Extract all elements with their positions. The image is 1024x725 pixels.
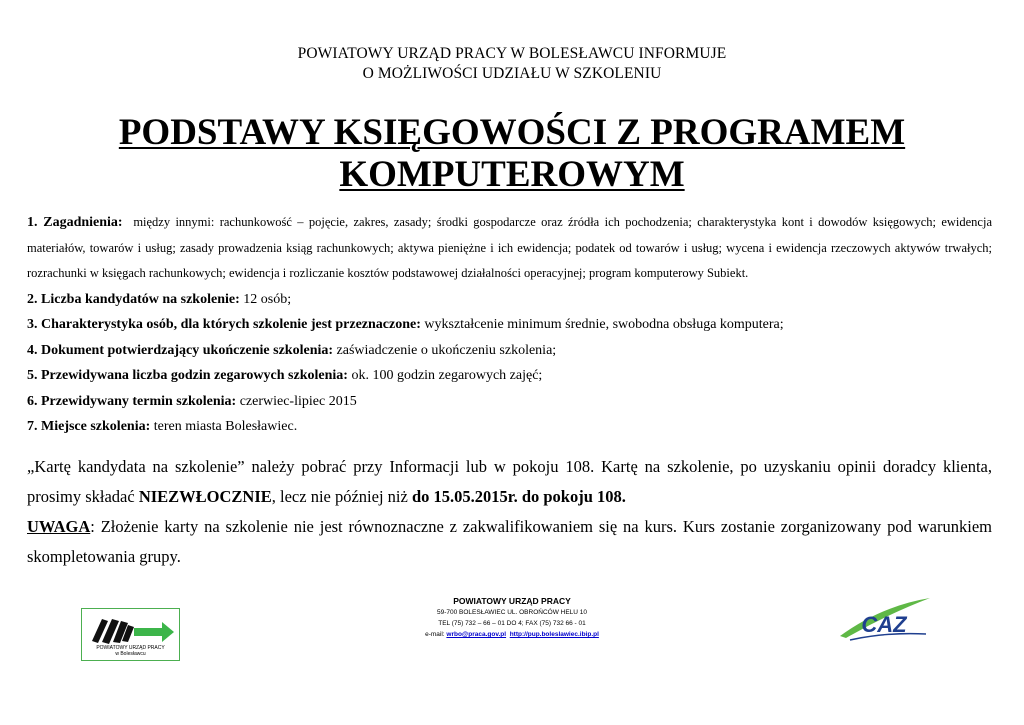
- detail-label: 1. Zagadnienia:: [27, 215, 123, 230]
- detail-label: 3. Charakterystyka osób, dla których szkolenie jest przeznaczone:: [27, 317, 421, 332]
- detail-item-candidates: [27, 287, 992, 313]
- detail-text: między innymi: rachunkowość – pojęcie, zakres, zasady; środki gospodarcze oraz źródła ich pochodzenia; charakterystyka kont i dowodów księgowych; ewidencja materiałów, towarów i usług; zasady prowadzenia ksiąg rachunkowych; aktywa pieniężne i ich ewidencja; podatek od towarów i usług; wycena i ewidencja rzeczowych aktywów trwałych; rozrachunki w księgach rachunkowych; ewidencja i rozliczanie kosztów podstawowej działalności operacyjnej; program komputerowy Subiekt.: [27, 215, 992, 280]
- footer-contact: [362, 595, 662, 640]
- detail-item-location: [27, 414, 992, 440]
- green-arrow-icon: [134, 622, 174, 642]
- pup-logo-graphic: [82, 611, 179, 647]
- detail-label: 6. Przewidywany termin szkolenia:: [27, 393, 237, 409]
- header: [0, 44, 1024, 84]
- detail-item-document: [27, 338, 992, 364]
- page-title: [0, 112, 1024, 196]
- notice-paragraph: [27, 452, 992, 572]
- header-line-1: POWIATOWY URZĄD PRACY W BOLESŁAWCU INFORMUJE: [297, 45, 727, 62]
- notice-text-mid: , lecz nie później niż: [271, 487, 412, 506]
- website-link[interactable]: http://pup.boleslawiec.ibip.pl: [509, 631, 599, 638]
- footer-phone: TEL (75) 732 – 66 – 01 DO 4; FAX (75) 732 66 - 01: [438, 620, 586, 627]
- detail-text: teren miasta Bolesławiec.: [153, 419, 298, 434]
- footer-org: POWIATOWY URZĄD PRACY: [453, 596, 571, 606]
- title-line-1: PODSTAWY KSIĘGOWOŚCI Z PROGRAMEM: [118, 112, 906, 153]
- detail-label: 4. Dokument potwierdzający ukończenie szkolenia:: [27, 342, 334, 358]
- footer-address: 59-700 BOLESŁAWIEC UL. OBROŃCÓW HELU 10: [436, 609, 588, 616]
- header-line-2: O MOŻLIWOŚCI UDZIAŁU W SZKOLENIU: [362, 65, 662, 82]
- title-line-2: KOMPUTEROWYM: [339, 154, 685, 195]
- pup-logo: [81, 608, 180, 661]
- detail-item-hours: [27, 363, 992, 389]
- detail-item-term: [27, 389, 992, 415]
- detail-text: 12 osób;: [243, 291, 292, 307]
- detail-label: 2. Liczba kandydatów na szkolenie:: [27, 291, 240, 307]
- notice-emphasis-immediately: NIEZWŁOCZNIE: [138, 487, 272, 506]
- caz-logo-text: CAZ: [861, 612, 907, 637]
- caz-logo: [836, 594, 935, 646]
- detail-item-characteristics: [27, 312, 992, 338]
- detail-text: czerwiec-lipiec 2015: [239, 393, 357, 409]
- detail-text: wykształcenie minimum średnie, swobodna obsługa komputera;: [424, 317, 784, 332]
- detail-label: 7. Miejsce szkolenia:: [27, 419, 151, 434]
- detail-label: 5. Przewidywana liczba godzin zegarowych szkolenia:: [27, 368, 348, 383]
- pup-logo-text: POWIATOWY URZĄD PRACY w Bolesławcu: [96, 645, 165, 657]
- detail-item-topics: [27, 210, 992, 287]
- detail-text: zaświadczenie o ukończeniu szkolenia;: [336, 342, 557, 358]
- notice-deadline: do 15.05.2015r. do pokoju 108.: [411, 487, 626, 506]
- uwaga-label: UWAGA: [27, 517, 91, 536]
- notice-text: „Kartę kandydata na szkolenie” należy pobrać przy Informacji lub w pokoju 108. Kartę na szkolenie, po uzyskaniu opinii doradcy klienta, prosimy składać: [27, 457, 992, 506]
- uwaga-text: : Złożenie karty na szkolenie nie jest równoznaczne z zakwalifikowaniem się na kurs. Kurs zostanie zorganizowany pod warunkiem skompletowania grupy.: [27, 517, 992, 566]
- caz-logo-graphic: [836, 594, 935, 646]
- detail-text: ok. 100 godzin zegarowych zajęć;: [351, 368, 543, 383]
- email-link[interactable]: wrbo@praca.gov.pl: [446, 631, 507, 638]
- training-details: [27, 210, 992, 440]
- footer-links: [362, 629, 662, 640]
- footer-email-label: e-mail:: [425, 631, 447, 638]
